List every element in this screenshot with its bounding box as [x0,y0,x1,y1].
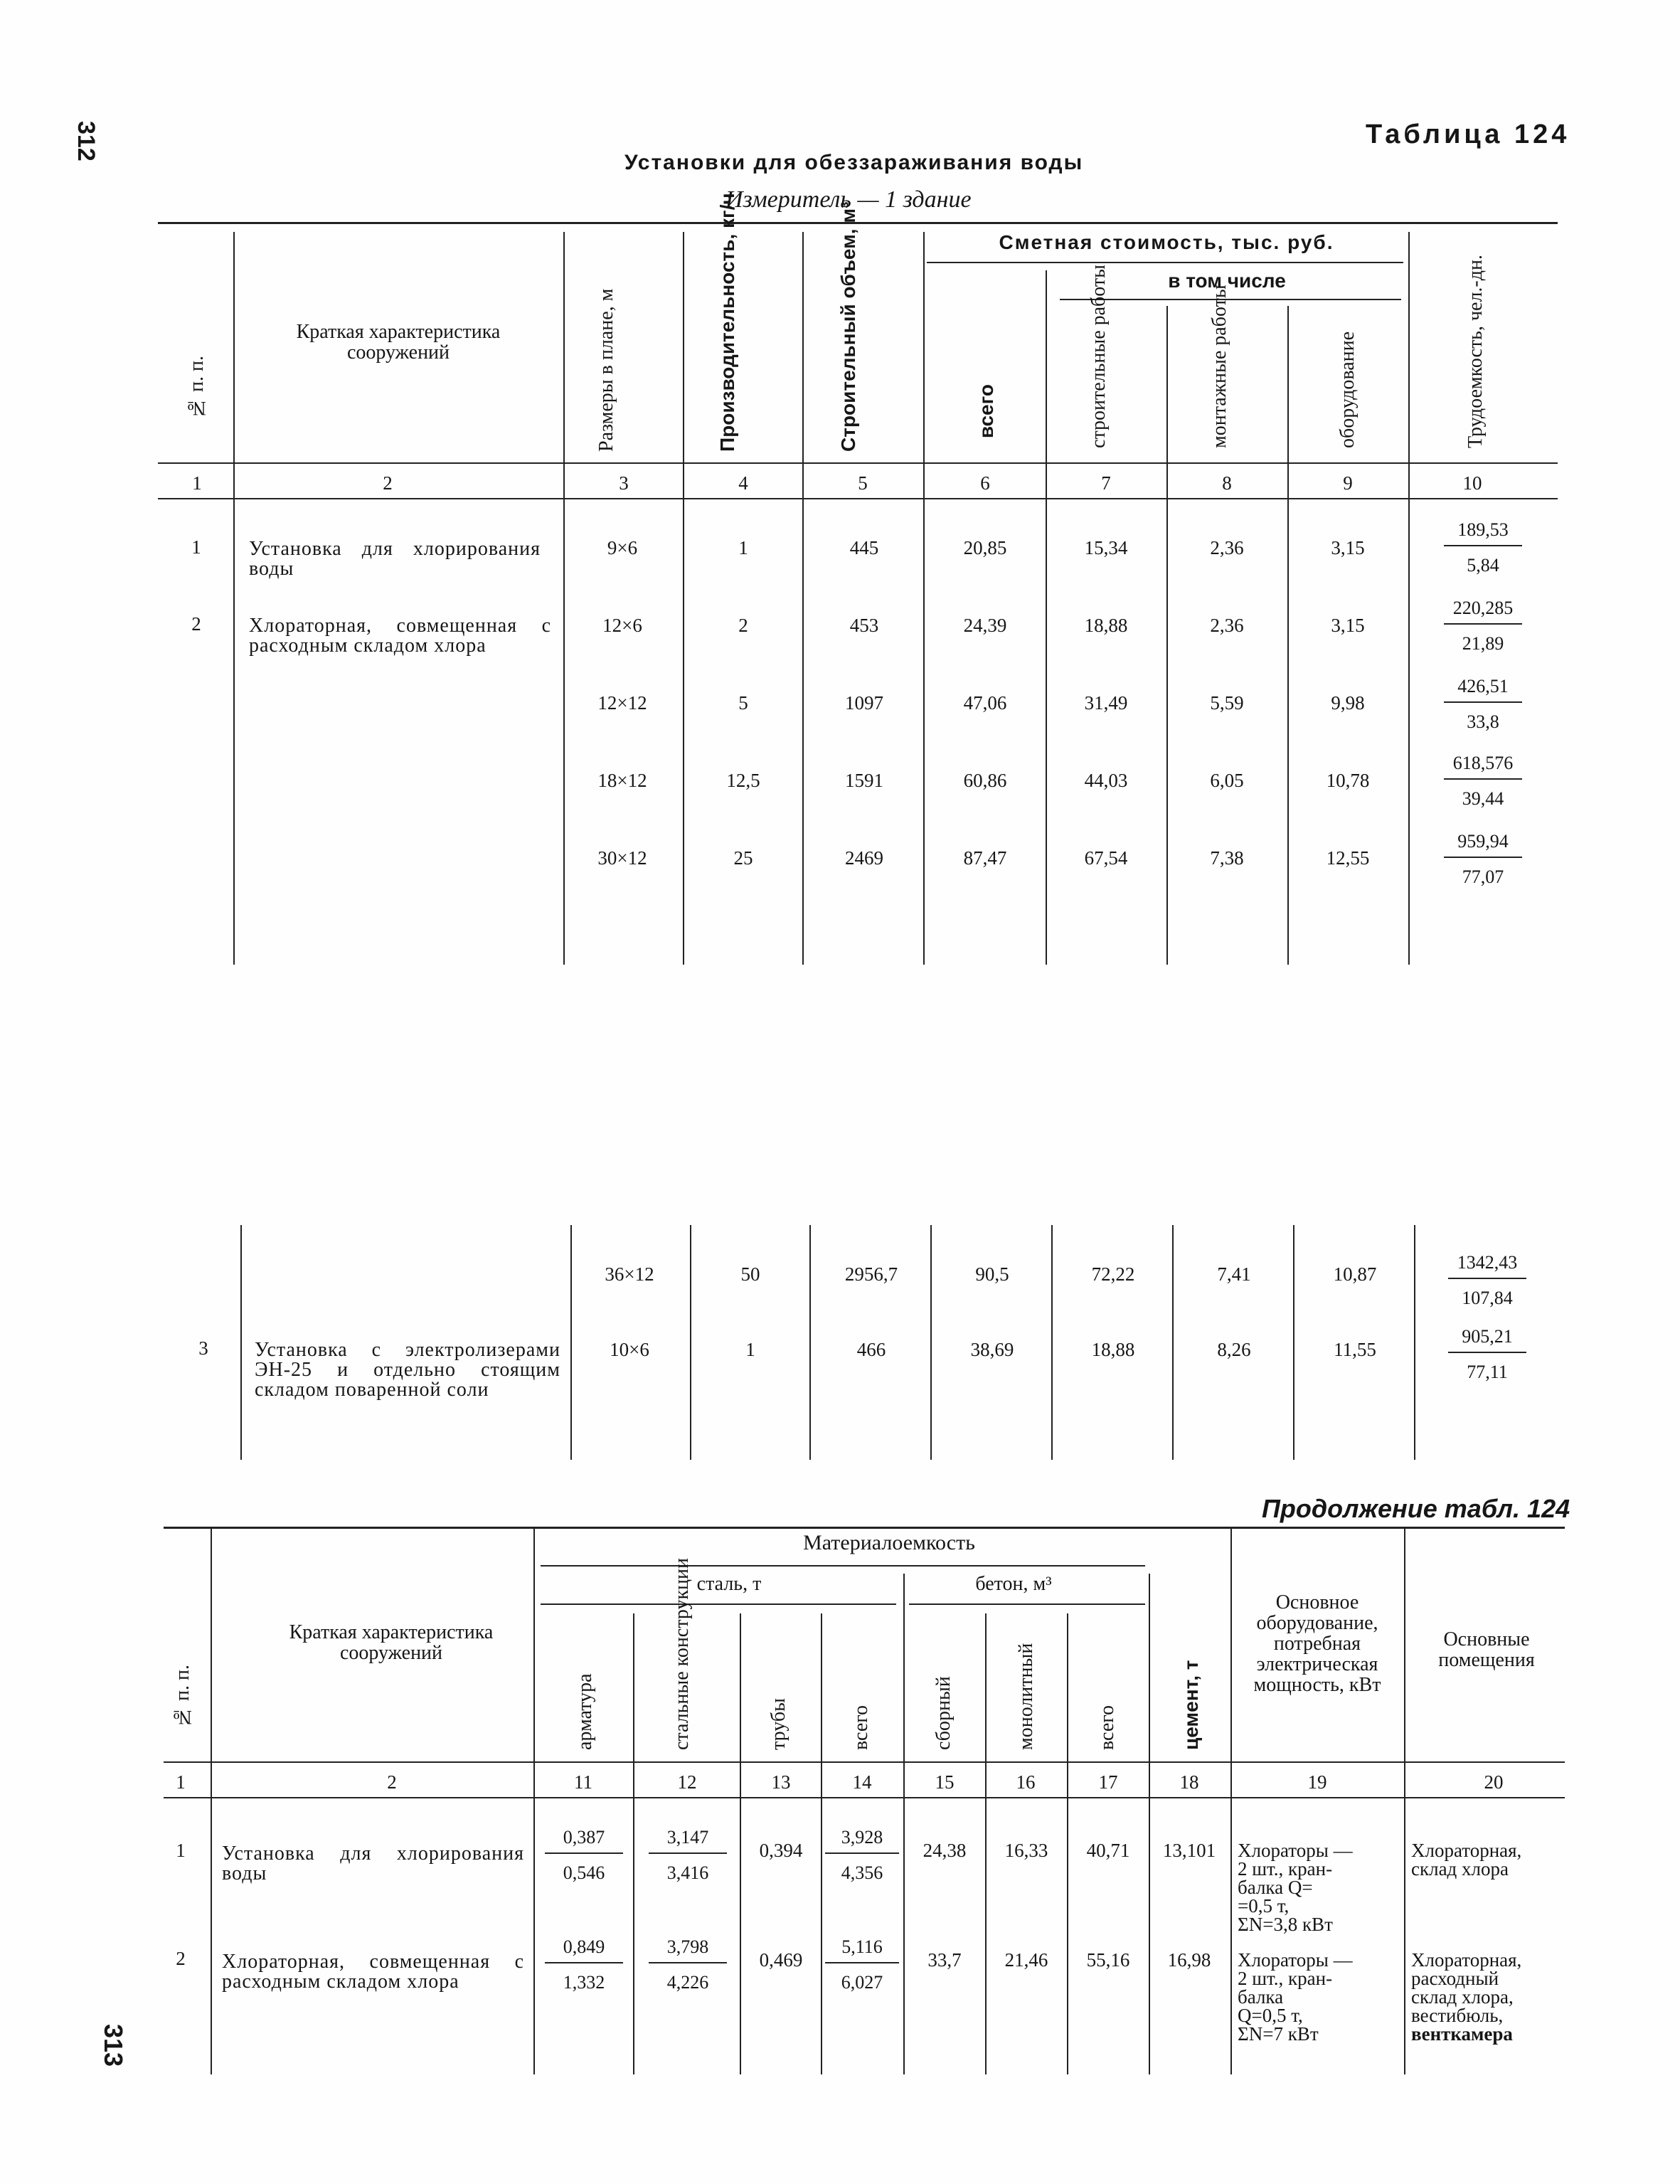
cell-size: 12×12 [597,692,647,714]
cell-prod: 5 [738,692,748,714]
cell-vol: 445 [849,537,879,558]
cell-equip: 10,78 [1326,770,1370,791]
cell-steelcons [649,1936,727,1993]
cell-rooms [1411,1841,1561,1878]
t1-colnum: 10 [1462,472,1482,494]
cell-cement: 13,101 [1162,1840,1216,1861]
steelcons-bottom: 3,416 [666,1862,709,1883]
labor-top: 905,21 [1448,1326,1526,1353]
labor-top: 618,576 [1444,753,1522,780]
labor-bottom: 77,07 [1462,866,1504,887]
t2-colnum: 11 [574,1771,592,1793]
cell-prod: 1 [738,537,748,558]
t1-colnum: 9 [1343,472,1353,494]
cell-build: 18,88 [1091,1339,1135,1360]
labor-top: 189,53 [1444,519,1522,546]
labor-top: 426,51 [1444,676,1522,703]
cell-size: 30×12 [597,847,647,869]
equip-line: Хлораторы — [1238,1949,1353,1971]
cell-labor [1444,676,1522,733]
cell-equip: 3,15 [1331,615,1365,636]
labor-top: 1342,43 [1448,1252,1526,1279]
t1-header-cost: Сметная стоимость, тыс. руб. [999,231,1334,253]
page-number-bottom: 313 [99,2024,128,2067]
cell-mount: 2,36 [1210,537,1244,558]
cell-vol: 1097 [845,692,883,714]
rooms-line: Хлораторная, [1411,1949,1522,1971]
cell-total: 47,06 [963,692,1007,714]
cell-size: 36×12 [605,1263,654,1285]
t2-colnum: 20 [1484,1771,1504,1793]
t1-header-equip: оборудование [1336,331,1359,448]
cell-prod: 50 [740,1263,760,1285]
rooms-line: венткамера [1411,2023,1513,2045]
cell-total: 90,5 [975,1263,1009,1285]
labor-bottom: 77,11 [1467,1362,1508,1382]
cell-vol: 453 [849,615,879,636]
cell-size: 12×6 [602,615,642,636]
armat-top: 0,849 [545,1936,623,1963]
steel-total-bottom: 6,027 [841,1972,883,1993]
t2-colnum: 12 [677,1771,697,1793]
labor-bottom: 5,84 [1467,555,1499,576]
cell-size: 10×6 [610,1339,649,1360]
rooms-line: склад хлора [1411,1858,1509,1880]
cell-labor [1448,1326,1526,1383]
cell-mono: 16,33 [1004,1840,1048,1861]
cell-equip: 11,55 [1334,1339,1376,1360]
t1-header-labor: Трудоемкость, чел.-дн. [1464,255,1487,448]
cell-mount: 5,59 [1210,692,1244,714]
t2-item-number: 1 [176,1840,186,1861]
cell-vol: 1591 [845,770,883,791]
t2-header-concrete: бетон, м³ [975,1573,1052,1595]
cell-labor [1448,1252,1526,1309]
labor-bottom: 33,8 [1467,711,1499,732]
cell-labor [1444,598,1522,654]
t1-header-size: Размеры в плане, м [595,288,617,452]
table-title: Установки для обеззараживания воды [624,151,1084,174]
t2-colnum: 17 [1098,1771,1118,1793]
t2-header-num: № п. п. [171,1665,193,1728]
t2-header-steel-total: всего [850,1705,872,1750]
cell-total: 20,85 [963,537,1007,558]
t1-header-vol: Строительный объем, м³ [837,201,859,452]
cell-build: 31,49 [1084,692,1128,714]
steel-total-top: 5,116 [825,1936,899,1963]
equip-line: Q=0,5 т, [1238,2005,1303,2026]
t1-header-desc: Краткая характеристика сооружений [296,321,501,364]
rooms-line: вестибюль, [1411,2005,1504,2026]
cell-equip: 3,15 [1331,537,1365,558]
t1-header-mount: монтажные работы [1208,285,1230,448]
cell-prefab: 24,38 [923,1840,967,1861]
t2-colnum: 14 [852,1771,872,1793]
t1-colnum: 2 [383,472,393,494]
continuation-label: Продолжение табл. 124 [1262,1494,1570,1523]
t1-header-prod: Производительность, кг/ч [716,193,738,452]
t1-header-incl: в том числе [1168,270,1286,292]
cell-conc-total: 55,16 [1086,1949,1130,1971]
page-number-top: 312 [73,121,100,161]
cell-armat [545,1827,623,1884]
cell-pipes: 0,469 [759,1949,803,1971]
cell-steelcons [649,1827,727,1884]
t1-header-build: строительные работы [1088,265,1110,448]
cell-steel-total [825,1936,899,1993]
t1-colnum: 1 [192,472,202,494]
armat-bottom: 1,332 [563,1972,605,1993]
steelcons-top: 3,147 [649,1827,727,1854]
cell-labor [1444,519,1522,576]
steel-total-bottom: 4,356 [841,1862,883,1883]
cell-prod: 2 [738,615,748,636]
table-unit: Измеритель — 1 здание [725,186,972,213]
cell-mount: 7,41 [1217,1263,1251,1285]
cell-vol: 2956,7 [844,1263,898,1285]
cell-prefab: 33,7 [927,1949,962,1971]
cell-steel-total [825,1827,899,1884]
t2-header-conc-total: всего [1096,1705,1118,1750]
t2-colnum: 16 [1016,1771,1036,1793]
equip-line: 2 шт., кран- [1238,1858,1333,1880]
equip-line: 2 шт., кран- [1238,1968,1333,1989]
t2-colnum: 1 [176,1771,186,1793]
equip-line: ΣN=7 кВт [1238,2023,1319,2045]
t2-colnum: 19 [1307,1771,1327,1793]
equip-line: балка Q= [1238,1877,1313,1898]
steelcons-top: 3,798 [649,1936,727,1963]
steel-total-top: 3,928 [825,1827,899,1854]
t2-colnum: 2 [387,1771,397,1793]
labor-bottom: 39,44 [1462,788,1504,809]
cell-size: 9×6 [607,537,638,558]
cell-build: 72,22 [1091,1263,1135,1285]
t1-item-desc: Хлораторная, совмещенная с расходным складом хлора [249,615,551,657]
labor-top: 220,285 [1444,598,1522,625]
cell-equipment [1238,1951,1401,2043]
equip-line: =0,5 т, [1238,1895,1290,1917]
cell-equipment [1238,1841,1401,1934]
cell-total: 24,39 [963,615,1007,636]
rooms-line: Хлораторная, [1411,1840,1522,1861]
cell-equip: 9,98 [1331,692,1365,714]
t2-header-cement: цемент, т [1180,1660,1202,1750]
cell-prod: 25 [733,847,753,869]
t1-colnum: 8 [1222,472,1232,494]
t2-item-desc: Хлораторная, совмещенная с расходным складом хлора [222,1951,524,1993]
t2-colnum: 15 [935,1771,955,1793]
cell-conc-total: 40,71 [1086,1840,1130,1861]
t2-header-material: Материалоемкость [803,1531,975,1554]
cell-labor [1444,753,1522,810]
cell-total: 87,47 [963,847,1007,869]
cell-mount: 8,26 [1217,1339,1251,1360]
cell-mount: 7,38 [1210,847,1244,869]
cell-mono: 21,46 [1004,1949,1048,1971]
t1-colnum: 5 [858,472,868,494]
t2-item-desc: Установка для хлорирования воды [222,1843,524,1885]
equip-line: ΣN=3,8 кВт [1238,1914,1333,1935]
armat-bottom: 0,546 [563,1862,605,1883]
cell-vol: 2469 [845,847,883,869]
steelcons-bottom: 4,226 [666,1972,709,1993]
t1-colnum: 4 [738,472,748,494]
cell-build: 18,88 [1084,615,1128,636]
cell-total: 60,86 [963,770,1007,791]
cell-labor [1444,831,1522,888]
t1-item-number: 1 [191,536,201,558]
t2-header-desc: Краткая характеристика сооружений [289,1621,494,1664]
t2-colnum: 13 [771,1771,791,1793]
t2-header-rooms: Основные помещения [1438,1628,1535,1671]
cell-build: 67,54 [1084,847,1128,869]
t2-header-armat: арматура [574,1673,596,1750]
cell-size: 18×12 [597,770,647,791]
t1-colnum: 6 [980,472,990,494]
t1-item-desc: Установка с электролизерами ЭН-25 и отдельно стоящим складом поваренной соли [255,1339,560,1401]
t1-item-desc: Установка для хлорирования воды [249,538,541,580]
armat-top: 0,387 [545,1827,623,1854]
t2-header-steelcons: стальные конструкции [671,1557,693,1750]
labor-bottom: 107,84 [1462,1288,1513,1308]
cell-armat [545,1936,623,1993]
t1-colnum: 7 [1101,472,1111,494]
t2-header-mono: монолитный [1015,1643,1037,1750]
cell-prod: 12,5 [726,770,760,791]
equip-line: Хлораторы — [1238,1840,1353,1861]
table-label: Таблица 124 [1366,120,1570,149]
t1-header-num: № п. п. [186,356,208,419]
cell-mount: 2,36 [1210,615,1244,636]
equip-line: балка [1238,1986,1284,2008]
t1-item-number: 3 [198,1337,208,1359]
labor-top: 959,94 [1444,831,1522,858]
cell-equip: 12,55 [1326,847,1370,869]
t2-header-prefab: сборный [932,1676,955,1750]
cell-rooms [1411,1951,1561,2043]
cell-equip: 10,87 [1333,1263,1377,1285]
cell-prod: 1 [745,1339,755,1360]
cell-vol: 466 [856,1339,886,1360]
rooms-line: склад хлора, [1411,1986,1514,2008]
t2-header-pipes: трубы [767,1698,790,1750]
cell-pipes: 0,394 [759,1840,803,1861]
cell-build: 15,34 [1084,537,1128,558]
cell-mount: 6,05 [1210,770,1244,791]
t2-header-equip: Основное оборудование, потребная электрическая мощность, кВт [1253,1591,1381,1696]
cell-total: 38,69 [970,1339,1014,1360]
cell-build: 44,03 [1084,770,1128,791]
t1-colnum: 3 [619,472,629,494]
t2-header-steel: сталь, т [696,1573,762,1595]
t1-header-total: всего [975,384,997,439]
rooms-line: расходный [1411,1968,1499,1989]
t1-item-number: 2 [191,613,201,635]
t2-colnum: 18 [1179,1771,1199,1793]
labor-bottom: 21,89 [1462,633,1504,654]
cell-cement: 16,98 [1167,1949,1211,1971]
t2-item-number: 2 [176,1948,186,1969]
